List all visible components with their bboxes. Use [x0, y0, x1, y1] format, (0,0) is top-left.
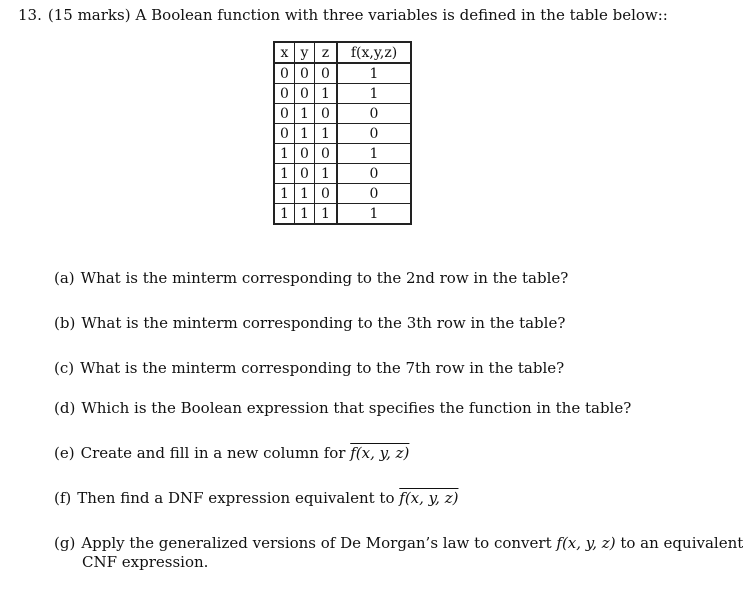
cell-f: 0 [337, 164, 411, 184]
cell-z: 1 [315, 164, 338, 184]
cell-y: 0 [295, 84, 315, 104]
problem-heading [18, 6, 668, 24]
table-row [274, 104, 411, 124]
table-row [274, 63, 411, 84]
table-row [274, 164, 411, 184]
cell-z: 1 [315, 84, 338, 104]
question-label: (d) [54, 399, 76, 417]
cell-x: 0 [274, 84, 295, 104]
question-a [54, 269, 568, 288]
truth-table-header-row [274, 42, 411, 63]
question-label: (f) [54, 489, 72, 507]
cell-z: 0 [315, 63, 338, 84]
question-text: What is the minterm corresponding to the 3th row in the table? [81, 314, 566, 332]
cell-x: 0 [274, 63, 295, 84]
question-c [54, 359, 564, 378]
cell-z: 0 [315, 144, 338, 164]
cell-x: 1 [274, 204, 295, 225]
header-z: z [315, 42, 338, 63]
cell-f: 0 [337, 124, 411, 144]
problem-number: 13. [18, 6, 42, 24]
question-label: (e) [54, 444, 75, 462]
cell-f: 0 [337, 184, 411, 204]
question-b [54, 314, 565, 333]
question-text: Apply the generalized versions of De Morgan’s law to convert [81, 534, 552, 552]
problem-statement: A Boolean function with three variables is defined in the table below:: [135, 6, 668, 24]
math-f: f(x, y, z) [556, 534, 616, 552]
question-text-line2: CNF expression. [82, 553, 209, 571]
truth-table [273, 41, 412, 225]
question-d [54, 399, 631, 418]
table-row [274, 204, 411, 225]
question-text: Create and fill in a new column for [80, 444, 346, 462]
question-text: What is the minterm corresponding to the 2nd row in the table? [80, 269, 569, 287]
cell-f: 1 [337, 144, 411, 164]
cell-f: 1 [337, 63, 411, 84]
math-f-complement: f(x, y, z) [350, 444, 410, 462]
header-y: y [295, 42, 315, 63]
question-text: What is the minterm corresponding to the 7th row in the table? [80, 359, 565, 377]
cell-y: 0 [295, 144, 315, 164]
cell-f: 1 [337, 84, 411, 104]
question-g [54, 534, 743, 572]
cell-z: 1 [315, 124, 338, 144]
cell-f: 1 [337, 204, 411, 225]
cell-y: 1 [295, 104, 315, 124]
cell-z: 0 [315, 104, 338, 124]
question-label: (g) [54, 534, 76, 552]
cell-f: 0 [337, 104, 411, 124]
cell-y: 1 [295, 204, 315, 225]
question-label: (a) [54, 269, 75, 287]
table-row [274, 84, 411, 104]
cell-x: 1 [274, 144, 295, 164]
header-x: x [274, 42, 295, 63]
cell-x: 1 [274, 164, 295, 184]
question-f [54, 489, 458, 508]
question-e [54, 444, 409, 463]
question-label: (c) [54, 359, 75, 377]
cell-y: 1 [295, 184, 315, 204]
table-row [274, 144, 411, 164]
cell-z: 1 [315, 204, 338, 225]
question-text-after: to an equivalent [620, 534, 743, 552]
cell-x: 1 [274, 184, 295, 204]
math-f-complement: f(x, y, z) [399, 489, 459, 507]
table-row [274, 184, 411, 204]
cell-x: 0 [274, 124, 295, 144]
question-text: Which is the Boolean expression that specifies the function in the table? [81, 399, 632, 417]
cell-x: 0 [274, 104, 295, 124]
table-row [274, 124, 411, 144]
cell-y: 0 [295, 164, 315, 184]
question-text: Then find a DNF expression equivalent to [77, 489, 395, 507]
cell-z: 0 [315, 184, 338, 204]
problem-marks: (15 marks) [47, 6, 131, 24]
question-label: (b) [54, 314, 76, 332]
header-f: f(x,y,z) [337, 42, 411, 63]
cell-y: 0 [295, 63, 315, 84]
cell-y: 1 [295, 124, 315, 144]
